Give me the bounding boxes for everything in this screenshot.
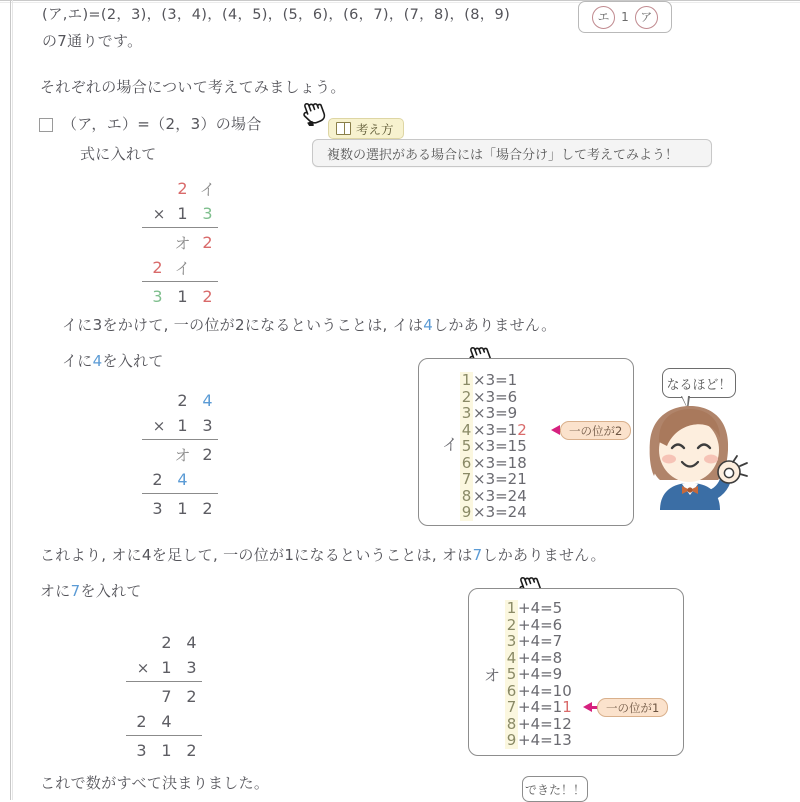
- calc2-r5-c1: 3: [152, 499, 163, 518]
- mulrows-row-operand: 8: [461, 486, 472, 505]
- calc3-row-1: [104, 630, 204, 655]
- calc2-r2-c1: 1: [177, 416, 188, 435]
- calc2-r5-c2: 1: [177, 499, 188, 518]
- mulrows-row-highlight-digit: 2: [517, 420, 527, 439]
- calc1-r2-c1: 1: [177, 204, 188, 223]
- seven-ways-line: の7通りです。: [42, 32, 143, 50]
- addrows-row: [505, 683, 572, 700]
- calc1-r1-c1: 2: [177, 179, 188, 198]
- answer-chip-circle-a: ア: [635, 6, 658, 29]
- answer-chip[interactable]: [578, 1, 672, 33]
- reasoning-line-1: [62, 314, 556, 335]
- calc2-operator: ×: [152, 416, 166, 435]
- addrows-row-operand: 9: [506, 731, 517, 749]
- calc3-r1-c1: 2: [161, 633, 172, 652]
- calc1-r3-c1: オ: [174, 234, 191, 253]
- hand-cursor-icon: [300, 96, 326, 126]
- calc1-r3-c2: 2: [202, 233, 213, 252]
- mulrows-row: [460, 438, 527, 455]
- reasoning-line-1-c: しかありません。: [433, 316, 557, 334]
- reasoning-line-2: [40, 544, 606, 565]
- ones-digit-tag-1: 一の位が2: [560, 421, 631, 440]
- calc1-r2-c2: 3: [202, 204, 213, 223]
- calc2-r5-c3: 2: [202, 499, 213, 518]
- calc2-r4-c2: 4: [177, 470, 188, 489]
- addrows-row-expression: +4=12: [518, 714, 572, 733]
- calc3-bar-2: [126, 735, 202, 736]
- substitute-line-3-c: を入れて: [80, 582, 142, 600]
- mulrows-row-operand: 5: [461, 437, 472, 455]
- reasoning-line-1-a: イに3をかけて, 一の位が2になるということは, イは: [62, 316, 424, 334]
- calc3-row-3: [104, 684, 204, 709]
- calc1-r4-c1: 2: [152, 258, 163, 277]
- substitute-line-2: [62, 350, 164, 371]
- addition-table-card: [468, 588, 684, 756]
- consider-each-case-line: それぞれの場合について考えてみましょう。: [40, 78, 346, 96]
- calc3-r3-c1: 7: [161, 687, 172, 706]
- calc1-r4-c2: イ: [174, 259, 191, 278]
- calc3-r5-c1: 3: [136, 741, 147, 760]
- mulrows-row: [460, 422, 527, 439]
- calc2-r1-c1: 2: [177, 391, 188, 410]
- teacher-character-illustration: [630, 398, 750, 517]
- case-1-label: （ア，エ）=（2，3）の場合: [62, 115, 262, 133]
- addrows-row-expression: +4=5: [518, 599, 563, 617]
- mulrows-row: [460, 372, 527, 389]
- calc3-r2-c2: 3: [186, 658, 197, 677]
- addrows-row-expression: +4=10: [518, 681, 572, 700]
- calc1-r5-c3: 2: [202, 287, 213, 306]
- mulrows-row: [460, 389, 527, 406]
- substitute-line-3: [40, 580, 142, 601]
- addrows-row-operand: 1: [506, 599, 517, 617]
- addrows-row-operand: 2: [506, 615, 517, 634]
- page-top-rule: [0, 0, 800, 1]
- calc3-r5-c3: 2: [186, 741, 197, 760]
- mulrows-row-operand: 1: [461, 371, 472, 389]
- addrows-row: [505, 716, 572, 733]
- calc3-r4-c1: 2: [136, 712, 147, 731]
- solution-set-line: (ア,エ)=(2，3)，(3，4)，(4，5)，(5，6)，(6，7)，(7，8)，(8，9): [42, 7, 511, 23]
- calc3-operator: ×: [136, 658, 150, 677]
- mulrows-row-expression: ×3=24: [473, 503, 527, 521]
- calc2-r3-c1: オ: [174, 446, 191, 465]
- calc3-r1-c2: 4: [186, 633, 197, 652]
- addition-table-label: オ: [484, 666, 501, 685]
- addrows-row: [505, 650, 572, 667]
- calc2-row-3: [120, 442, 220, 467]
- hint-tag[interactable]: [328, 118, 404, 139]
- calc2-row-5: [120, 496, 220, 521]
- addrows-row: [505, 600, 572, 617]
- done-chip-label: できた！！: [524, 782, 585, 797]
- calc1-row-1: [120, 176, 220, 201]
- reasoning-line-2-value: 7: [472, 546, 483, 564]
- addrows-row-operand: 3: [506, 632, 517, 650]
- substitute-line-2-a: イに: [62, 352, 93, 370]
- mulrows-row: [460, 405, 527, 422]
- addrows-row-expression: +4=1: [518, 698, 563, 716]
- calculation-3: [104, 630, 204, 763]
- calc2-r1-c2: 4: [202, 391, 213, 410]
- page-left-rule: [10, 0, 11, 800]
- conclusion-line: これで数がすべて決まりました。: [40, 774, 270, 792]
- calc1-operator: ×: [152, 204, 166, 223]
- calc3-row-2: [104, 655, 204, 680]
- calc2-row-4: [120, 467, 220, 492]
- calc2-r2-c2: 3: [202, 416, 213, 435]
- mulrows-row-expression: ×3=21: [473, 470, 527, 488]
- calc1-row-5: [120, 284, 220, 309]
- addrows-row-expression: +4=7: [518, 632, 563, 650]
- speech-bubble-text: なるほど！: [666, 377, 732, 393]
- addrows-row-operand: 4: [506, 648, 517, 667]
- addrows-row: [505, 699, 572, 716]
- substitute-line-3-value: 7: [70, 582, 81, 600]
- hint-body-text: 複数の選択がある場合には「場合分け」して考えてみよう！: [327, 147, 679, 163]
- calc1-row-2: [120, 201, 220, 226]
- case-checkbox[interactable]: [39, 118, 53, 132]
- mulrows-row-expression: ×3=6: [473, 387, 518, 406]
- answer-chip-number: 1: [621, 10, 629, 24]
- reasoning-line-1-value: 4: [423, 316, 434, 334]
- mulrows-row-operand: 4: [461, 420, 472, 439]
- calc3-bar-1: [126, 681, 202, 682]
- calculation-1: [120, 176, 220, 309]
- mulrows-row-operand: 3: [461, 404, 472, 422]
- speech-bubble: [662, 368, 736, 398]
- addrows-row: [505, 732, 572, 749]
- calc2-bar-2: [142, 493, 218, 494]
- book-icon: [336, 122, 351, 135]
- calc1-r5-c2: 1: [177, 287, 188, 306]
- substitute-line-2-value: 4: [92, 352, 103, 370]
- done-chip[interactable]: [522, 776, 588, 802]
- addrows-row-expression: +4=9: [518, 665, 563, 683]
- mulrows-row: [460, 471, 527, 488]
- ones-digit-tag-2: 一の位が1: [597, 698, 668, 717]
- calc1-r1-c2: イ: [199, 180, 216, 199]
- calc3-row-4: [104, 709, 204, 734]
- page-left-rule-2: [12, 0, 13, 800]
- mulrows-row-expression: ×3=1: [473, 371, 518, 389]
- calc2-row-1: [120, 388, 220, 413]
- calculation-2: [120, 388, 220, 521]
- calc2-bar-1: [142, 439, 218, 440]
- calc1-row-4: [120, 255, 220, 280]
- calc2-r4-c1: 2: [152, 470, 163, 489]
- mulrows-row-expression: ×3=9: [473, 404, 518, 422]
- mulrows-row-expression: ×3=24: [473, 486, 527, 505]
- addrows-row: [505, 617, 572, 634]
- addrows-row-operand: 8: [506, 714, 517, 733]
- calc3-row-5: [104, 738, 204, 763]
- calc1-r5-c1: 3: [152, 287, 163, 306]
- answer-chip-circle-e: エ: [592, 6, 615, 29]
- multiplication-table-rows: [460, 372, 527, 521]
- mulrows-row-operand: 6: [461, 453, 472, 472]
- calc3-r5-c2: 1: [161, 741, 172, 760]
- substitute-line-1: 式に入れて: [80, 145, 157, 163]
- mulrows-row-operand: 9: [461, 503, 472, 521]
- addrows-row: [505, 666, 572, 683]
- hint-body: [312, 139, 712, 167]
- addrows-row-operand: 5: [506, 665, 517, 683]
- addrows-row-expression: +4=8: [518, 648, 563, 667]
- addrows-row-expression: +4=13: [518, 731, 572, 749]
- mulrows-row: [460, 488, 527, 505]
- calc1-bar-1: [142, 227, 218, 228]
- mulrows-row-expression: ×3=15: [473, 437, 527, 455]
- mulrows-row: [460, 504, 527, 521]
- mulrows-row-expression: ×3=18: [473, 453, 527, 472]
- calc3-r3-c2: 2: [186, 687, 197, 706]
- mulrows-row-operand: 7: [461, 470, 472, 488]
- mulrows-row: [460, 455, 527, 472]
- addrows-row-operand: 7: [506, 698, 517, 716]
- addition-table-rows: [505, 600, 572, 749]
- calc3-r4-c2: 4: [161, 712, 172, 731]
- calc1-row-3: [120, 230, 220, 255]
- reasoning-line-2-c: しかありません。: [482, 546, 606, 564]
- calc2-r3-c2: 2: [202, 445, 213, 464]
- substitute-line-2-c: を入れて: [102, 352, 164, 370]
- calc3-r2-c1: 1: [161, 658, 172, 677]
- mulrows-row-operand: 2: [461, 387, 472, 406]
- addrows-row-expression: +4=6: [518, 615, 563, 634]
- reasoning-line-2-a: これより, オに4を足して, 一の位が1になるということは, オは: [40, 546, 473, 564]
- calc2-row-2: [120, 413, 220, 438]
- hint-tag-label: 考え方: [356, 121, 394, 137]
- substitute-line-3-a: オに: [40, 582, 71, 600]
- calc1-bar-2: [142, 281, 218, 282]
- addrows-row: [505, 633, 572, 650]
- multiplication-table-label: イ: [442, 435, 459, 454]
- addrows-row-operand: 6: [506, 681, 517, 700]
- mulrows-row-expression: ×3=1: [473, 420, 518, 439]
- addrows-row-highlight-digit: 1: [562, 698, 572, 716]
